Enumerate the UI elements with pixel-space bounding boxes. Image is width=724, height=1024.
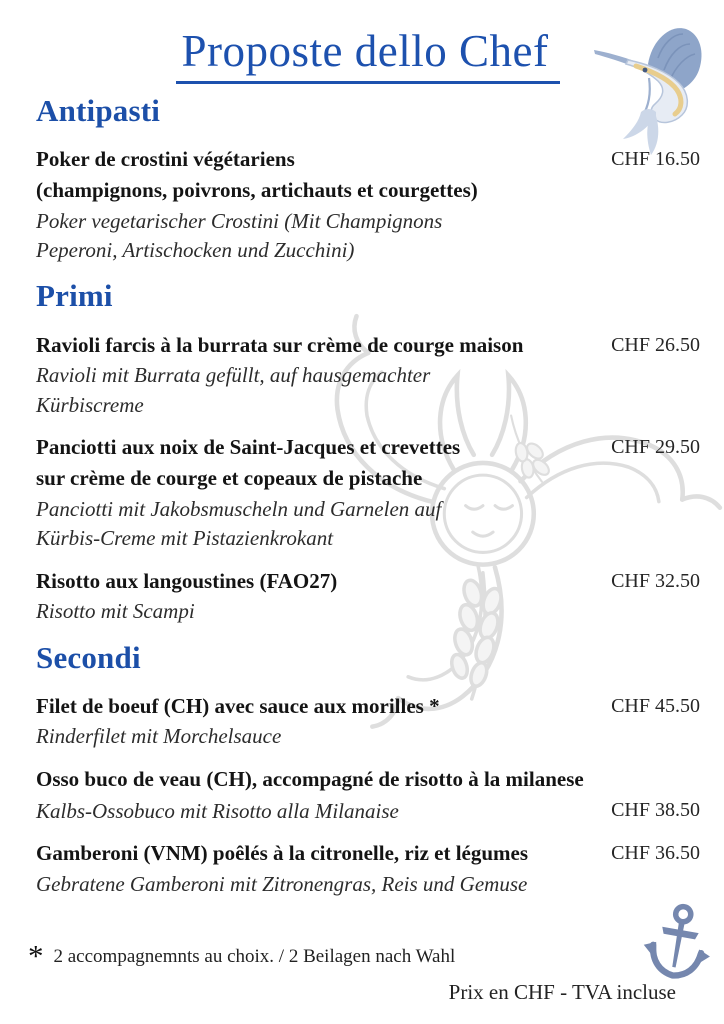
item-subtitle-lines — [36, 722, 281, 751]
section-heading-secondi: Secondi — [36, 639, 141, 675]
item-subtitle — [36, 597, 700, 626]
item-title — [36, 838, 528, 870]
item-title-line: sur crème de courge et copeaux de pistache — [36, 466, 423, 491]
item-title-line: Gamberoni (VNM) poêlés à la citronelle, riz et légumes — [36, 841, 529, 866]
item-subtitle-lines — [36, 797, 399, 826]
item-subtitle-line: Kürbis-Creme mit Pistazienkrokant — [36, 526, 334, 551]
menu-item — [36, 330, 700, 420]
page-title: Proposte dello Chef — [176, 22, 561, 84]
item-title-line: Ravioli farcis à la burrata sur crème de courge maison — [36, 332, 524, 357]
title-row — [36, 22, 700, 84]
item-subtitle — [36, 495, 700, 554]
item-title-line: Panciotti aux noix de Saint-Jacques et crevettes — [36, 434, 461, 459]
menu-sections — [36, 92, 700, 900]
item-price: CHF 38.50 — [611, 799, 700, 822]
menu-item — [36, 838, 700, 899]
anchor-icon — [633, 896, 722, 992]
item-price: CHF 26.50 — [611, 333, 700, 356]
item-price: CHF 36.50 — [611, 842, 700, 865]
item-price: CHF 45.50 — [611, 694, 700, 717]
section-heading-antipasti: Antipasti — [36, 92, 161, 128]
item-subtitle-lines — [36, 207, 442, 266]
item-title-line: Osso buco de veau (CH), accompagné de risotto à la milanese — [36, 766, 584, 791]
footnote-text: 2 accompagnemnts au choix. / 2 Beilagen nach Wahl — [53, 946, 456, 967]
item-subtitle-line: Peperoni, Artischocken und Zucchini) — [36, 238, 355, 263]
item-subtitle — [36, 870, 700, 899]
item-subtitle-lines — [36, 597, 195, 626]
price-note: Prix en CHF - TVA incluse — [448, 980, 676, 1004]
footnote — [28, 938, 456, 973]
item-subtitle-lines — [36, 870, 527, 899]
item-head — [36, 691, 700, 723]
item-head — [36, 144, 700, 207]
item-subtitle-lines — [36, 495, 441, 554]
item-head — [36, 330, 700, 362]
item-price: CHF 29.50 — [611, 435, 700, 458]
menu-item — [36, 566, 700, 627]
item-title-line: Poker de crostini végétariens — [36, 146, 295, 171]
item-price: CHF 32.50 — [611, 569, 700, 592]
item-head — [36, 764, 700, 796]
asterisk-icon: * — [28, 938, 44, 973]
item-subtitle-line: Kalbs-Ossobuco mit Risotto alla Milanaise — [36, 798, 399, 823]
menu-item — [36, 144, 700, 266]
item-subtitle-line: Poker vegetarischer Crostini (Mit Champignons — [36, 208, 443, 233]
item-subtitle-line: Rinderfilet mit Morchelsauce — [36, 724, 282, 749]
item-title-line: Filet de boeuf (CH) avec sauce aux morilles * — [36, 693, 440, 718]
item-title — [36, 330, 523, 362]
item-subtitle — [36, 722, 700, 751]
item-subtitle-line: Kürbiscreme — [36, 392, 144, 417]
item-title — [36, 144, 478, 207]
item-subtitle — [36, 207, 700, 266]
menu-item — [36, 432, 700, 554]
item-subtitle-line: Risotto mit Scampi — [36, 599, 195, 624]
item-title-line: (champignons, poivrons, artichauts et courgettes) — [36, 178, 478, 203]
item-subtitle — [36, 361, 700, 420]
item-title — [36, 566, 337, 598]
item-title — [36, 432, 460, 495]
item-head — [36, 432, 700, 495]
item-subtitle-line: Ravioli mit Burrata gefüllt, auf hausgemachter — [36, 363, 431, 388]
item-subtitle — [36, 795, 700, 826]
item-title-line: Risotto aux langoustines (FAO27) — [36, 568, 338, 593]
item-price: CHF 16.50 — [611, 147, 700, 170]
item-title — [36, 764, 584, 796]
item-head — [36, 566, 700, 598]
item-subtitle-lines — [36, 361, 430, 420]
item-title — [36, 691, 440, 723]
item-subtitle-line: Gebratene Gamberoni mit Zitronengras, Reis und Gemuse — [36, 871, 528, 896]
item-head — [36, 838, 700, 870]
menu-item — [36, 764, 700, 827]
item-subtitle-line: Panciotti mit Jakobsmuscheln und Garnelen auf — [36, 496, 442, 521]
section-heading-primi: Primi — [36, 278, 113, 314]
menu-item — [36, 691, 700, 752]
